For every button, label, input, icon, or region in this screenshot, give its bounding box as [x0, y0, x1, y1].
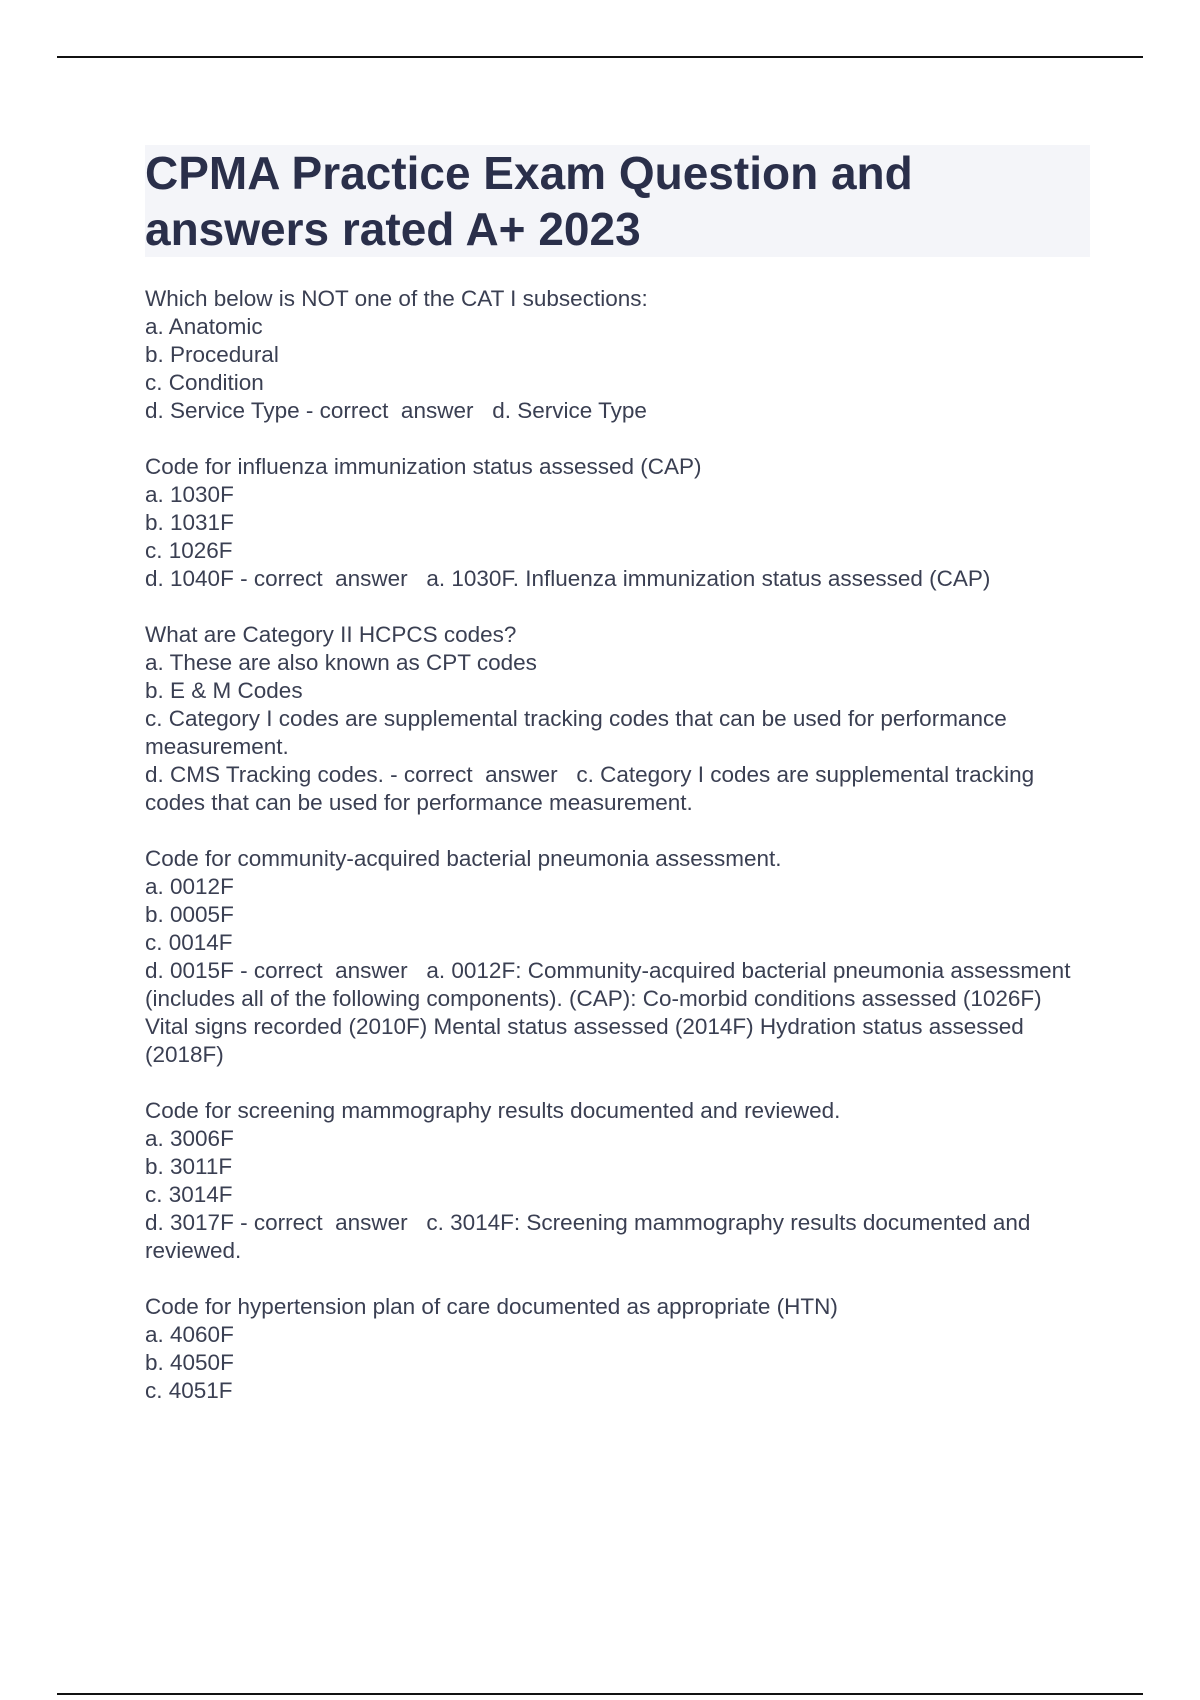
answer-line — [145, 957, 1090, 1069]
option: c. 0014F — [145, 930, 233, 955]
option: c. 1026F — [145, 538, 233, 563]
option: b. 0005F — [145, 902, 234, 927]
question-text: Code for influenza immunization status assessed (CAP) — [145, 454, 702, 479]
answer-marker: - correct answer — [383, 762, 577, 787]
answer-text: c. Category I codes are supplemental tracking codes that can be used for performance measurement. — [145, 762, 1041, 815]
document-title: CPMA Practice Exam Question and answers rated A+ 2023 — [145, 147, 913, 255]
option: a. 0012F — [145, 874, 234, 899]
option: b. 4050F — [145, 1350, 234, 1375]
qa-item — [145, 621, 1090, 817]
option: a. These are also known as CPT codes — [145, 650, 537, 675]
last-option: d. 3017F — [145, 1210, 234, 1235]
document-body — [145, 145, 1090, 1433]
answer-marker: - correct answer — [233, 958, 427, 983]
answer-marker: - correct answer — [233, 1210, 427, 1235]
option: b. 1031F — [145, 510, 234, 535]
last-option: d. CMS Tracking codes. — [145, 762, 384, 787]
qa-item — [145, 1097, 1090, 1265]
bottom-rule — [57, 1693, 1143, 1695]
top-rule — [57, 56, 1143, 58]
option: c. Condition — [145, 370, 264, 395]
option: a. 1030F — [145, 482, 234, 507]
question-text: What are Category II HCPCS codes? — [145, 622, 517, 647]
option: a. 4060F — [145, 1322, 234, 1347]
title-block — [145, 145, 1090, 257]
last-option: d. 0015F — [145, 958, 234, 983]
qa-item — [145, 285, 1090, 425]
qa-item — [145, 453, 1090, 593]
option: c. 4051F — [145, 1378, 233, 1403]
qa-item — [145, 845, 1090, 1069]
answer-marker: - correct answer — [233, 566, 427, 591]
qa-item — [145, 1293, 1090, 1405]
answer-text: a. 0012F: Community-acquired bacterial pneumonia assessment (includes all of the following components). (CAP): Co-morbid conditions assessed (1026F) Vital signs recorded (2010F) Mental status assessed (2014F) Hydration status assessed (2018F) — [145, 958, 1077, 1067]
option: c. 3014F — [145, 1182, 233, 1207]
question-text: Code for screening mammography results documented and reviewed. — [145, 1098, 841, 1123]
answer-text: c. 3014F: Screening mammography results documented and reviewed. — [145, 1210, 1037, 1263]
question-text: Code for community-acquired bacterial pneumonia assessment. — [145, 846, 782, 871]
option: b. 3011F — [145, 1154, 233, 1179]
answer-text: a. 1030F. Influenza immunization status assessed (CAP) — [426, 566, 991, 591]
answer-line — [145, 1209, 1090, 1265]
answer-line — [145, 565, 1090, 593]
question-text: Which below is NOT one of the CAT I subsections: — [145, 286, 648, 311]
option: b. E & M Codes — [145, 678, 303, 703]
answer-marker: - correct answer — [299, 398, 493, 423]
option: c. Category I codes are supplemental tracking codes that can be used for performance measurement. — [145, 706, 1013, 759]
question-text: Code for hypertension plan of care documented as appropriate (HTN) — [145, 1294, 838, 1319]
answer-text: d. Service Type — [492, 398, 647, 423]
last-option: d. 1040F — [145, 566, 234, 591]
option: b. Procedural — [145, 342, 279, 367]
last-option: d. Service Type — [145, 398, 300, 423]
answer-line — [145, 761, 1090, 817]
answer-line — [145, 397, 1090, 425]
option: a. Anatomic — [145, 314, 263, 339]
option: a. 3006F — [145, 1126, 234, 1151]
